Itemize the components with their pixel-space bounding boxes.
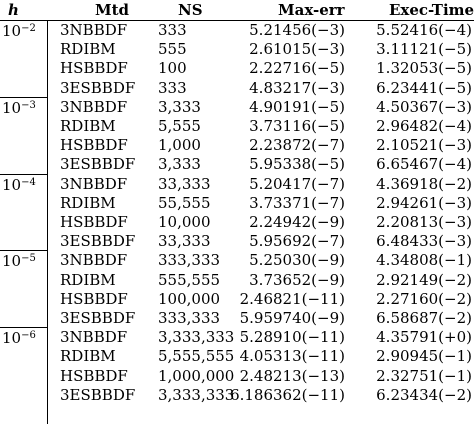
cell-ns: 3,333,333	[158, 385, 235, 404]
cell-method: HSBBDF	[60, 366, 128, 385]
cell-ns: 100	[158, 59, 187, 78]
cell-method: 3ESBBDF	[60, 309, 136, 327]
cell-max-err: 2.48213(−13)	[239, 366, 345, 385]
cell-method: 3ESBBDF	[60, 232, 136, 251]
cell-max-err: 4.83217(−3)	[249, 78, 345, 97]
cell-max-err: 3.73371(−7)	[249, 193, 345, 212]
cell-ns: 333,333	[158, 309, 221, 327]
cell-exec-time: 4.34808(−1)	[376, 251, 472, 270]
cell-method: HSBBDF	[60, 213, 128, 231]
cell-method: 3NBBDF	[60, 97, 128, 116]
group-rule	[0, 250, 48, 251]
cell-max-err: 2.46821(−11)	[239, 289, 345, 308]
cell-max-err: 2.61015(−3)	[249, 40, 345, 59]
header-ns: NS	[178, 1, 203, 19]
cell-max-err: 5.95692(−7)	[249, 232, 345, 251]
cell-max-err: 2.23872(−7)	[249, 136, 345, 155]
cell-ns: 3,333,333	[158, 328, 235, 347]
cell-method: HSBBDF	[60, 59, 128, 78]
h-value	[2, 252, 36, 271]
group-rule	[0, 327, 48, 328]
cell-exec-time: 2.92149(−2)	[376, 270, 472, 289]
cell-method: 3ESBBDF	[60, 78, 136, 97]
cell-ns: 33,333	[158, 232, 211, 251]
cell-method: RDIBM	[60, 40, 116, 59]
cell-method: RDIBM	[60, 193, 116, 212]
h-column-rule	[47, 20, 48, 424]
cell-ns: 10,000	[158, 213, 211, 231]
h-base: 10	[2, 329, 22, 348]
cell-max-err: 5.25030(−9)	[249, 251, 345, 270]
cell-max-err: 6.186362(−11)	[230, 385, 345, 404]
h-exponent: −2	[21, 23, 36, 34]
cell-max-err: 3.73652(−9)	[249, 270, 345, 289]
cell-max-err: 3.73116(−5)	[249, 117, 345, 135]
h-value	[2, 99, 36, 118]
cell-exec-time: 4.36918(−2)	[376, 174, 472, 193]
cell-ns: 5,555	[158, 117, 201, 135]
cell-ns: 333	[158, 21, 187, 39]
cell-max-err: 4.05313(−11)	[239, 347, 345, 366]
cell-exec-time: 6.23441(−5)	[376, 78, 472, 97]
cell-method: 3NBBDF	[60, 328, 128, 347]
cell-max-err: 5.95338(−5)	[249, 155, 345, 174]
cell-exec-time: 4.50367(−3)	[376, 97, 472, 116]
h-exponent: −6	[21, 330, 36, 342]
cell-max-err: 5.959740(−9)	[239, 309, 345, 327]
cell-ns: 55,555	[158, 193, 211, 212]
header-exec-time: Exec-Time	[389, 1, 474, 19]
cell-ns: 1,000	[158, 136, 201, 155]
cell-exec-time: 2.27160(−2)	[376, 289, 472, 308]
cell-exec-time: 3.11121(−5)	[376, 40, 472, 59]
cell-method: 3NBBDF	[60, 251, 128, 270]
cell-exec-time: 1.32053(−5)	[376, 59, 472, 78]
cell-method: HSBBDF	[60, 289, 128, 308]
cell-method: RDIBM	[60, 270, 116, 289]
cell-max-err: 5.28910(−11)	[239, 328, 345, 347]
cell-exec-time: 2.96482(−4)	[376, 117, 472, 135]
cell-method: 3NBBDF	[60, 174, 128, 193]
h-value	[2, 329, 36, 348]
cell-method: 3ESBBDF	[60, 385, 136, 404]
cell-max-err: 4.90191(−5)	[249, 97, 345, 116]
cell-exec-time: 2.90945(−1)	[376, 347, 472, 366]
cell-ns: 333	[158, 78, 187, 97]
h-exponent: −4	[21, 176, 36, 188]
cell-exec-time: 2.94261(−3)	[376, 193, 472, 212]
cell-method: RDIBM	[60, 347, 116, 366]
cell-exec-time: 6.48433(−3)	[376, 232, 472, 251]
group-rule	[0, 97, 48, 98]
cell-exec-time: 5.52416(−4)	[376, 21, 472, 39]
cell-ns: 1,000,000	[158, 366, 235, 385]
h-base: 10	[2, 252, 22, 271]
cell-method: RDIBM	[60, 117, 116, 135]
cell-ns: 555	[158, 40, 187, 59]
header-method: Mtd	[95, 1, 130, 19]
cell-max-err: 5.20417(−7)	[249, 174, 345, 193]
cell-exec-time: 6.58687(−2)	[376, 309, 472, 327]
cell-exec-time: 6.65467(−4)	[376, 155, 472, 174]
cell-ns: 33,333	[158, 174, 211, 193]
cell-ns: 100,000	[158, 289, 221, 308]
cell-max-err: 2.24942(−9)	[249, 213, 345, 231]
cell-ns: 5,555,555	[158, 347, 235, 366]
h-value	[2, 22, 36, 41]
h-base: 10	[2, 175, 22, 194]
cell-ns: 555,555	[158, 270, 221, 289]
header-h: h	[8, 1, 19, 19]
group-rule	[0, 174, 48, 175]
cell-ns: 333,333	[158, 251, 221, 270]
cell-method: 3ESBBDF	[60, 155, 136, 174]
header-max-err: Max-err	[278, 1, 345, 19]
cell-ns: 3,333	[158, 97, 201, 116]
cell-exec-time: 6.23434(−2)	[376, 385, 472, 404]
h-exponent: −5	[21, 253, 36, 265]
cell-exec-time: 4.35791(+0)	[376, 328, 472, 347]
cell-exec-time: 2.32751(−1)	[376, 366, 472, 385]
h-value	[2, 176, 36, 195]
cell-ns: 3,333	[158, 155, 201, 174]
cell-max-err: 5.21456(−3)	[249, 21, 345, 39]
h-base: 10	[2, 98, 22, 117]
cell-method: 3NBBDF	[60, 21, 128, 39]
h-exponent: −3	[21, 99, 36, 111]
h-base: 10	[2, 22, 22, 40]
cell-exec-time: 2.10521(−3)	[376, 136, 472, 155]
cell-exec-time: 2.20813(−3)	[376, 213, 472, 231]
cell-method: HSBBDF	[60, 136, 128, 155]
cell-max-err: 2.22716(−5)	[249, 59, 345, 78]
